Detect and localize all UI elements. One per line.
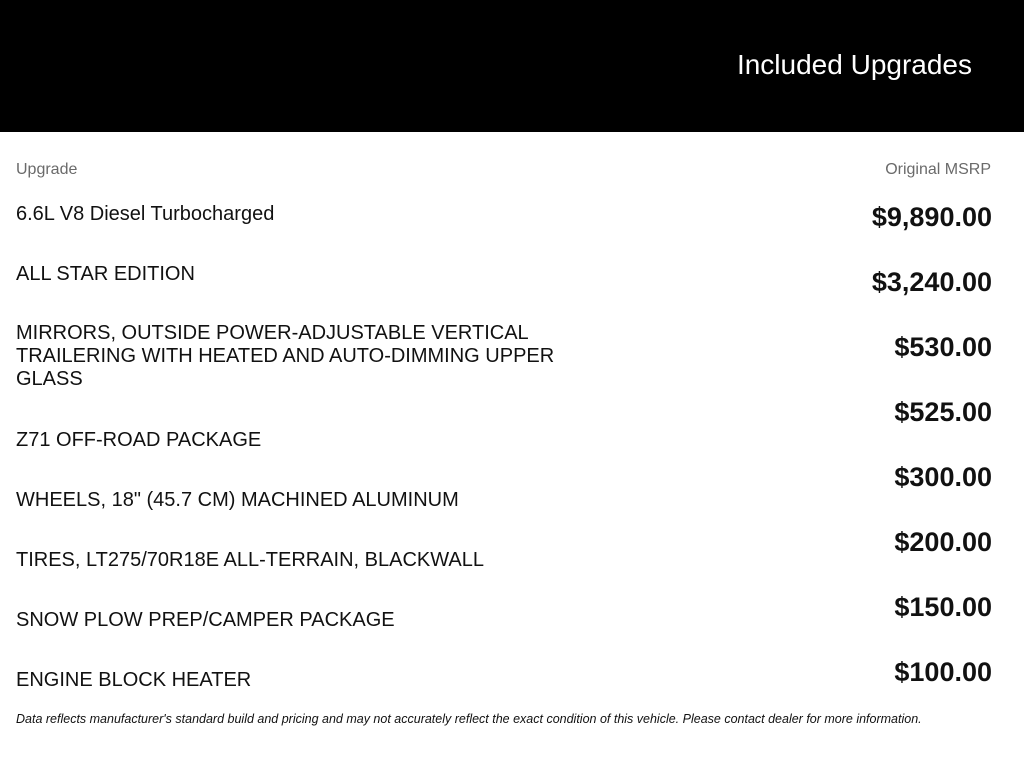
upgrade-price: $200.00 (894, 527, 992, 557)
upgrade-name: ALL STAR EDITION (16, 263, 195, 285)
upgrade-name: Z71 OFF-ROAD PACKAGE (16, 429, 262, 451)
upgrade-price: $530.00 (894, 332, 992, 362)
page-title: Included Upgrades (736, 49, 972, 80)
upgrade-price: $300.00 (894, 462, 992, 492)
disclaimer-text: Data reflects manufacturer's standard build and pricing and may not accurately reflect the exact condition of this vehicle. Please contact dealer for more information. (16, 712, 922, 726)
upgrade-price: $150.00 (894, 592, 992, 622)
header-banner (0, 0, 1024, 132)
upgrade-price: $525.00 (894, 397, 992, 427)
upgrade-name: WHEELS, 18" (45.7 CM) MACHINED ALUMINUM (16, 489, 459, 511)
msrp-column-header: Original MSRP (885, 161, 991, 178)
upgrade-price: $3,240.00 (871, 267, 992, 297)
upgrade-price: $9,890.00 (871, 202, 992, 232)
upgrade-name: TIRES, LT275/70R18E ALL-TERRAIN, BLACKWALL (16, 549, 484, 571)
upgrade-name: 6.6L V8 Diesel Turbocharged (16, 203, 275, 225)
upgrade-name: ENGINE BLOCK HEATER (16, 669, 252, 691)
upgrade-price: $100.00 (894, 657, 992, 687)
upgrade-name: MIRRORS, OUTSIDE POWER-ADJUSTABLE VERTICAL TRAILERING WITH HEATED AND AUTO-DIMMING UPPER GLASS (16, 322, 555, 390)
upgrade-name: SNOW PLOW PREP/CAMPER PACKAGE (16, 609, 395, 631)
upgrade-column-header: Upgrade (16, 161, 78, 178)
